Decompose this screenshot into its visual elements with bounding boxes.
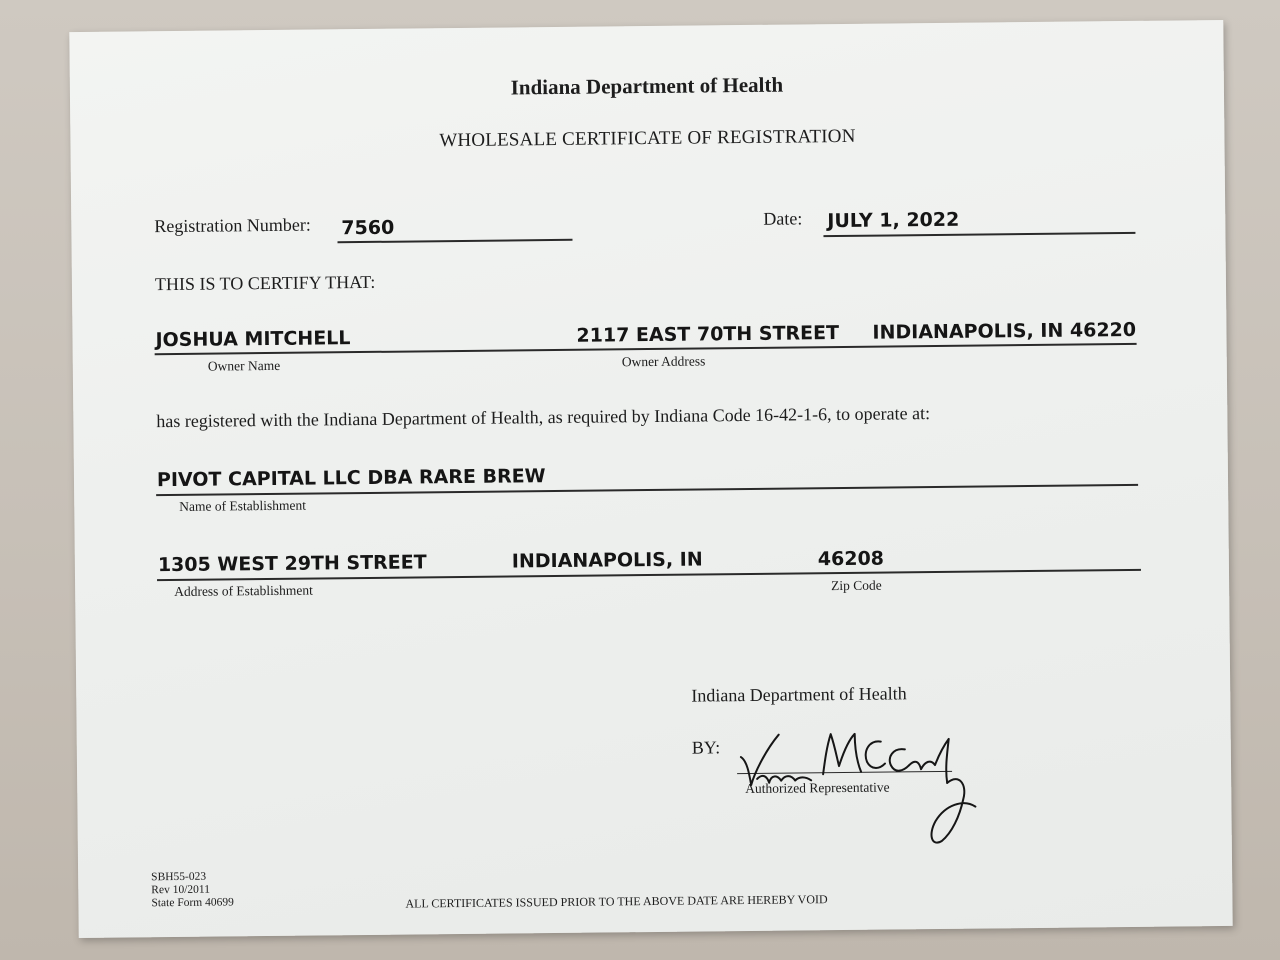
authorized-signature [726, 699, 988, 852]
signature-caption: Authorized Representative [745, 779, 890, 797]
establishment-name-caption: Name of Establishment [179, 497, 307, 514]
establishment-address: 1305 WEST 29TH STREET [157, 551, 427, 577]
certificate-paper [69, 20, 1232, 938]
registration-number-value: 7560 [341, 216, 395, 240]
owner-city-state-zip: INDIANAPOLIS, IN 46220 [872, 318, 1137, 344]
registration-number-line [337, 239, 572, 243]
establishment-city-state: INDIANAPOLIS, IN [511, 548, 703, 573]
date-line [823, 232, 1135, 237]
form-revision: Rev 10/2011 [151, 883, 211, 897]
date-label: Date: [763, 208, 803, 229]
zip-code-caption: Zip Code [831, 577, 882, 594]
owner-name: JOSHUA MITCHELL [155, 327, 351, 352]
owner-address-caption: Owner Address [621, 353, 706, 370]
footer-notice: ALL CERTIFICATES ISSUED PRIOR TO THE ABOVE DATE ARE HEREBY VOID [405, 892, 828, 911]
owner-address: 2117 EAST 70TH STREET [576, 322, 840, 347]
registration-statement: has registered with the Indiana Department of Health, as required by Indiana Code 16-42-1-6, to operate at: [156, 403, 931, 432]
certify-text: THIS IS TO CERTIFY THAT: [154, 271, 376, 295]
owner-name-caption: Owner Name [207, 357, 281, 374]
signature-by-label: BY: [691, 737, 721, 758]
date-value: JULY 1, 2022 [827, 208, 960, 233]
signature-agency: Indiana Department of Health [691, 683, 907, 706]
establishment-zip: 46208 [817, 547, 885, 571]
agency-title: Indiana Department of Health [510, 72, 784, 100]
registration-number-label: Registration Number: [154, 214, 311, 237]
establishment-name: PIVOT CAPITAL LLC DBA RARE BREW [156, 465, 546, 492]
state-form-number: State Form 40699 [151, 896, 234, 910]
establishment-address-caption: Address of Establishment [174, 582, 313, 599]
form-title: WHOLESALE CERTIFICATE OF REGISTRATION [439, 125, 856, 152]
form-code: SBH55-023 [151, 870, 207, 884]
